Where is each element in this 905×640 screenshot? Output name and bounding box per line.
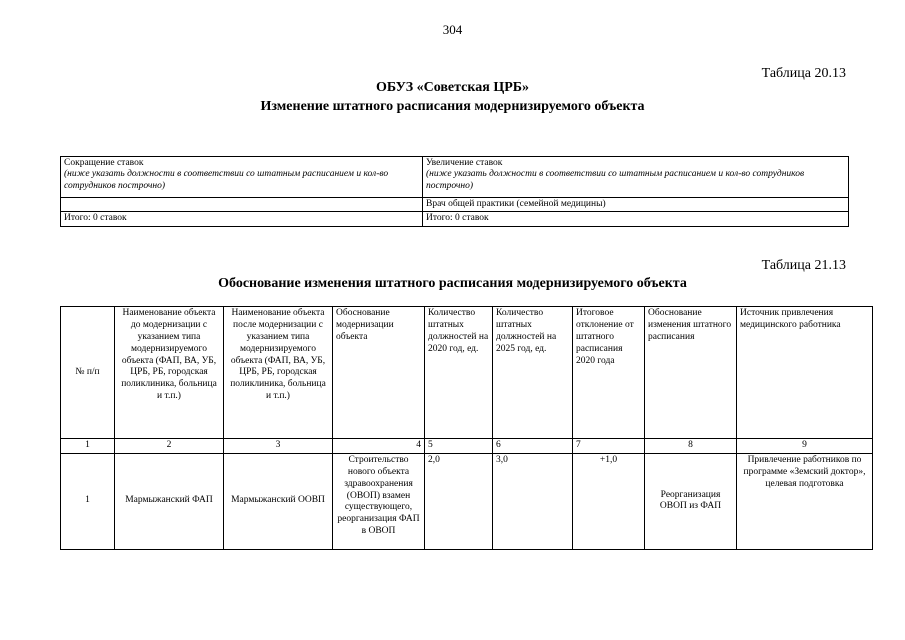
worker-source: Привлечение работников по программе «Земский доктор», целевая подготовка bbox=[737, 453, 873, 549]
increase-header-cell bbox=[423, 157, 849, 198]
column-number: 1 bbox=[61, 439, 115, 454]
page-number: 304 bbox=[442, 22, 463, 37]
increase-total: Итого: 0 ставок bbox=[423, 212, 849, 226]
staffing-justification: Реорганизация ОВОП из ФАП bbox=[645, 453, 737, 549]
object-before: Мармыжанский ФАП bbox=[115, 453, 224, 549]
header-justification: Обоснование модернизации объекта bbox=[333, 307, 425, 439]
header-deviation: Итоговое отклонение от штатного расписания 2020 года bbox=[573, 307, 645, 439]
column-number: 7 bbox=[573, 439, 645, 454]
reduction-header: Сокращение ставок bbox=[64, 158, 144, 168]
reduction-item bbox=[61, 198, 423, 212]
staffing-change-table bbox=[60, 156, 849, 227]
reduction-total: Итого: 0 ставок bbox=[61, 212, 423, 226]
column-number: 8 bbox=[645, 439, 737, 454]
justification-table bbox=[60, 306, 873, 550]
table-row bbox=[61, 212, 849, 226]
staff-2020: 2,0 bbox=[425, 453, 493, 549]
header-object-before: Наименование объекта до модернизации с указанием типа модернизируемого объекта (ФАП, ВА, УБ, ЦРБ, РБ, городская поликлиника, больница и т.п.) bbox=[115, 307, 224, 439]
table-row bbox=[61, 453, 873, 549]
column-number: 6 bbox=[493, 439, 573, 454]
header-number: № п/п bbox=[61, 307, 115, 439]
header-staff-2020: Количество штатных должностей на 2020 год, ед. bbox=[425, 307, 493, 439]
reduction-header-cell bbox=[61, 157, 423, 198]
header-row bbox=[61, 307, 873, 439]
column-number: 9 bbox=[737, 439, 873, 454]
increase-header: Увеличение ставок bbox=[426, 158, 503, 168]
staff-2025: 3,0 bbox=[493, 453, 573, 549]
justification-title: Обоснование изменения штатного расписания модернизируемого объекта bbox=[218, 276, 687, 291]
header-staffing-justification: Обоснование изменения штатного расписания bbox=[645, 307, 737, 439]
header-staff-2025: Количество штатных должностей на 2025 год, ед. bbox=[493, 307, 573, 439]
organization-name: ОБУЗ «Советская ЦРБ» bbox=[375, 80, 530, 95]
row-number: 1 bbox=[61, 453, 115, 549]
header-object-after: Наименование объекта после модернизации с указанием типа модернизируемого объекта (ФАП, ВА, УБ, ЦРБ, РБ, городская поликлиника, больница и т.п.) bbox=[224, 307, 333, 439]
column-number-row bbox=[61, 439, 873, 454]
reduction-note: (ниже указать должности в соответствии со штатным расписанием и кол-во сотрудников построчно) bbox=[64, 169, 389, 191]
object-after: Мармыжанский ООВП bbox=[224, 453, 333, 549]
table-number-label: Таблица 20.13 bbox=[761, 66, 846, 81]
increase-note: (ниже указать должности в соответствии со штатным расписанием и кол-во сотрудников построчно) bbox=[426, 169, 805, 191]
header-worker-source: Источник привлечения медицинского работника bbox=[737, 307, 873, 439]
table-number-label-2: Таблица 21.13 bbox=[761, 258, 846, 273]
modernization-justification: Строительство нового объекта здравоохранения (ОВОП) взамен существующего, реорганизация ФАП в ОВОП bbox=[333, 453, 425, 549]
increase-item: Врач общей практики (семейной медицины) bbox=[423, 198, 849, 212]
column-number: 2 bbox=[115, 439, 224, 454]
deviation: +1,0 bbox=[573, 453, 645, 549]
column-number: 5 bbox=[425, 439, 493, 454]
column-number: 3 bbox=[224, 439, 333, 454]
table-row bbox=[61, 157, 849, 198]
staffing-change-title: Изменение штатного расписания модернизируемого объекта bbox=[260, 99, 645, 114]
column-number: 4 bbox=[333, 439, 425, 454]
table-row bbox=[61, 198, 849, 212]
